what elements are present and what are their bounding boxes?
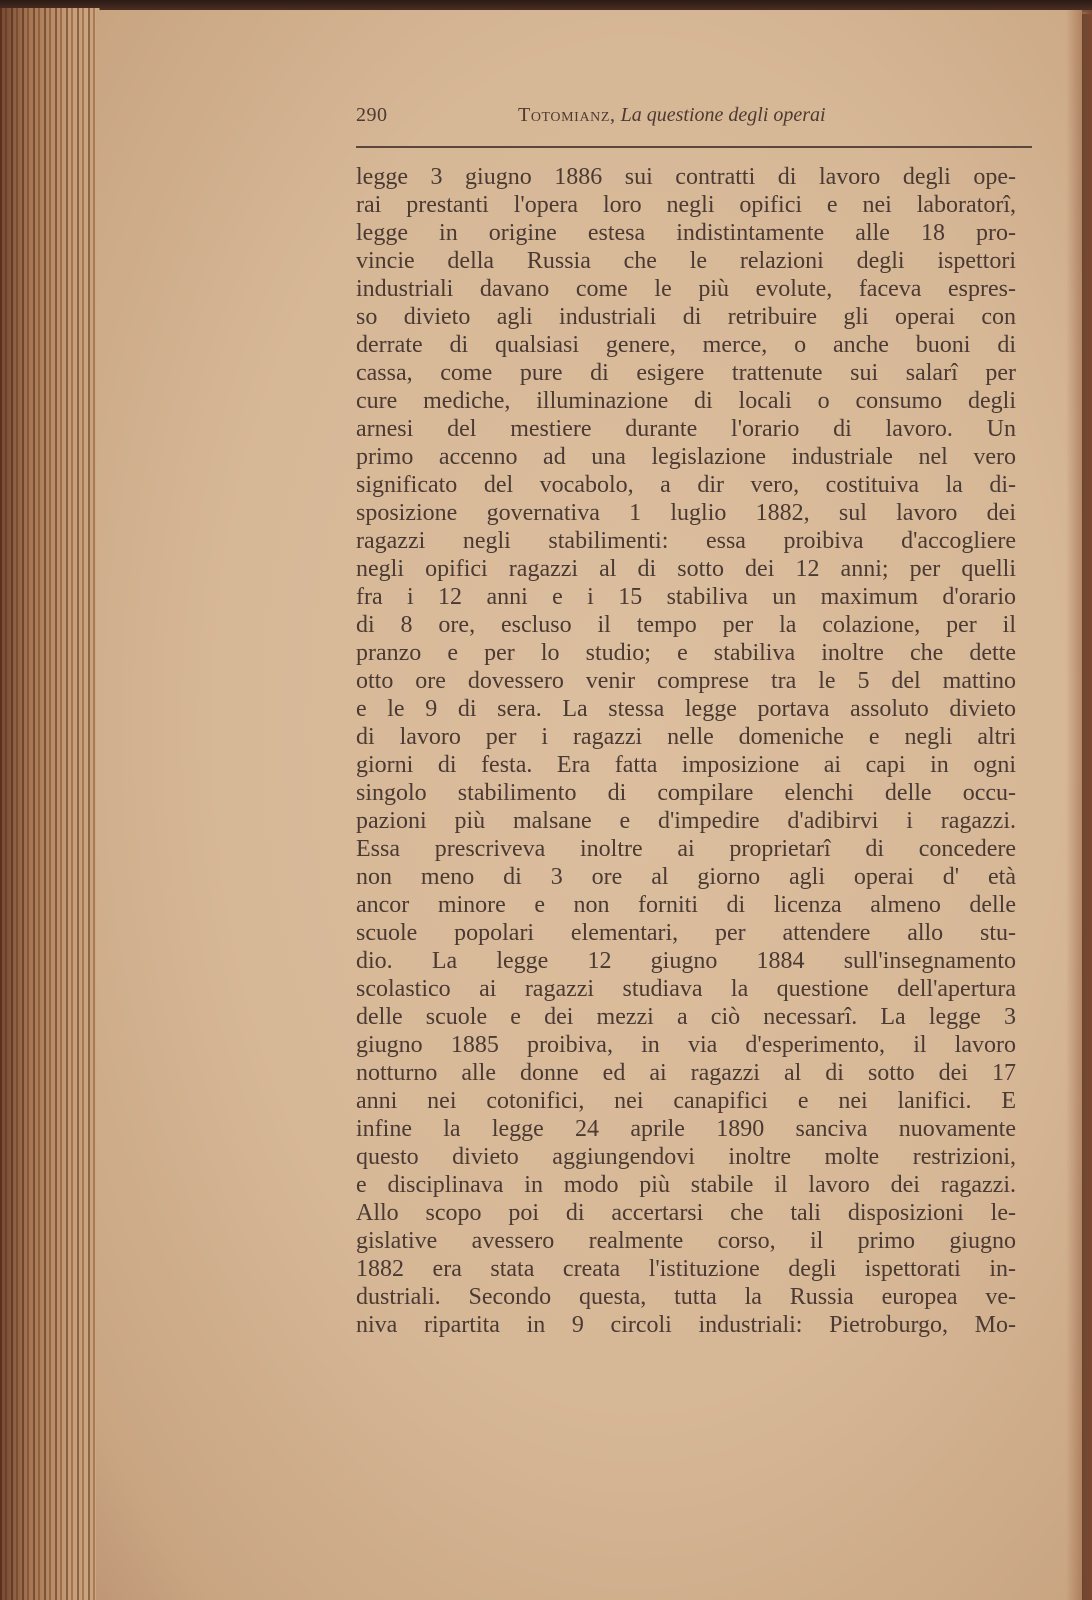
text-line: pranzo e per lo studio; e stabiliva inoltre che dette (356, 640, 1016, 666)
text-line: negli opifici ragazzi al di sotto dei 12 anni; per quelli (356, 556, 1016, 582)
text-line: e disciplinava in modo più stabile il lavoro dei ragazzi. (356, 1172, 1016, 1198)
text-line: dustriali. Secondo questa, tutta la Russia europea ve- (356, 1284, 1016, 1310)
text-line: so divieto agli industriali di retribuire gli operai con (356, 304, 1016, 330)
text-line: Allo scopo poi di accertarsi che tali disposizioni le- (356, 1200, 1016, 1226)
header-rule (356, 146, 1032, 148)
text-line: pazioni più malsane e d'impedire d'adibirvi i ragazzi. (356, 808, 1016, 834)
text-line: giugno 1885 proibiva, in via d'esperimento, il lavoro (356, 1032, 1016, 1058)
text-line: 1882 era stata creata l'istituzione degli ispettorati in- (356, 1256, 1016, 1282)
text-line: sposizione governativa 1 luglio 1882, sul lavoro dei (356, 500, 1016, 526)
text-line: gislative avessero realmente corso, il primo giugno (356, 1228, 1016, 1254)
text-line: derrate di qualsiasi genere, merce, o anche buoni di (356, 332, 1016, 358)
text-line: ragazzi negli stabilimenti: essa proibiva d'accogliere (356, 528, 1016, 554)
text-line: legge 3 giugno 1886 sui contratti di lavoro degli ope- (356, 164, 1016, 190)
text-line: giorni di festa. Era fatta imposizione ai capi in ogni (356, 752, 1016, 778)
running-head-author: Totomianz, (518, 104, 616, 126)
text-line: questo divieto aggiungendovi inoltre molte restrizioni, (356, 1144, 1016, 1170)
text-line: scolastico ai ragazzi studiava la questione dell'apertura (356, 976, 1016, 1002)
text-line: legge in origine estesa indistintamente alle 18 pro- (356, 220, 1016, 246)
text-line: niva ripartita in 9 circoli industriali: Pietroburgo, Mo- (356, 1312, 1016, 1338)
text-line: fra i 12 anni e i 15 stabiliva un maximum d'orario (356, 584, 1016, 610)
page-right-edge (1066, 10, 1092, 1600)
text-line: otto ore dovessero venir comprese tra le 5 del mattino (356, 668, 1016, 694)
text-line: di 8 ore, escluso il tempo per la colazione, per il (356, 612, 1016, 638)
text-line: ancor minore e non forniti di licenza almeno delle (356, 892, 1016, 918)
text-line: anni nei cotonifici, nei canapifici e nei lanifici. E (356, 1088, 1016, 1114)
text-line: di lavoro per i ragazzi nelle domeniche e negli altri (356, 724, 1016, 750)
text-line: non meno di 3 ore al giorno agli operai d' età (356, 864, 1016, 890)
running-head-work-title: La questione degli operai (620, 104, 826, 126)
text-line: significato del vocabolo, a dir vero, costituiva la di- (356, 472, 1016, 498)
running-title (518, 104, 826, 127)
text-line: vincie della Russia che le relazioni degli ispettori (356, 248, 1016, 274)
text-line: cure mediche, illuminazione di locali o consumo degli (356, 388, 1016, 414)
page-stack-edge (0, 8, 100, 1600)
body-text (356, 163, 1016, 1339)
running-head (356, 104, 1020, 134)
text-line: Essa prescriveva inoltre ai proprietarî di concedere (356, 836, 1016, 862)
text-line: notturno alle donne ed ai ragazzi al di sotto dei 17 (356, 1060, 1016, 1086)
text-line: rai prestanti l'opera loro negli opifici e nei laboratorî, (356, 192, 1016, 218)
text-line: scuole popolari elementari, per attendere allo stu- (356, 920, 1016, 946)
text-line: arnesi del mestiere durante l'orario di lavoro. Un (356, 416, 1016, 442)
text-line: dio. La legge 12 giugno 1884 sull'insegnamento (356, 948, 1016, 974)
text-line: cassa, come pure di esigere trattenute sui salarî per (356, 360, 1016, 386)
text-line: infine la legge 24 aprile 1890 sanciva nuovamente (356, 1116, 1016, 1142)
page-number: 290 (356, 104, 388, 126)
text-line: industriali davano come le più evolute, faceva espres- (356, 276, 1016, 302)
text-line: delle scuole e dei mezzi a ciò necessarî. La legge 3 (356, 1004, 1016, 1030)
text-line: primo accenno ad una legislazione industriale nel vero (356, 444, 1016, 470)
text-line: singolo stabilimento di compilare elenchi delle occu- (356, 780, 1016, 806)
text-line: e le 9 di sera. La stessa legge portava assoluto divieto (356, 696, 1016, 722)
